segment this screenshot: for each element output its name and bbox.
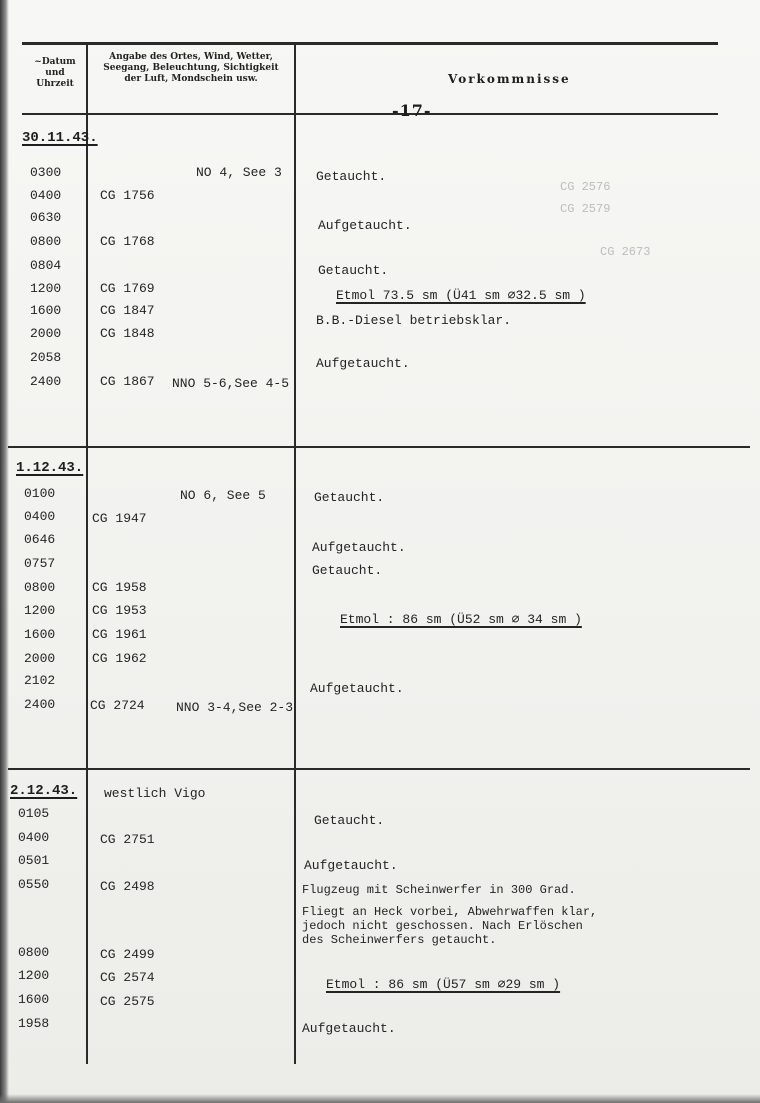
location: CG 1867: [100, 374, 155, 389]
weather: NO 4, See 3: [196, 165, 282, 180]
header-location-weather: Angabe des Ortes, Wind, Wetter, Seegang, Beleuchtung, Sichtigkeit der Luft, Mondschein usw.: [103, 52, 279, 84]
time: 1200: [24, 603, 56, 618]
location: CG 1769: [100, 281, 155, 296]
time: 0501: [18, 853, 50, 868]
header-events: Vorkommnisse: [448, 72, 571, 86]
time: 0400: [30, 188, 62, 203]
event: Aufgetaucht.: [312, 540, 406, 555]
location: CG 1958: [92, 580, 147, 595]
event: Getaucht.: [314, 813, 385, 828]
time: 2400: [24, 697, 56, 712]
location: CG 1848: [100, 326, 155, 341]
etmal-entry: Etmol : 86 sm (Ü52 sm ∅ 34 sm ): [340, 612, 582, 627]
top-rule: [22, 42, 718, 45]
section-date: 30.11.43.: [22, 130, 98, 146]
time: 0100: [24, 486, 56, 501]
event: Flugzeug mit Scheinwerfer in 300 Grad.: [302, 883, 576, 897]
event: Aufgetaucht.: [302, 1021, 396, 1036]
time: 0800: [30, 234, 62, 249]
column-divider-1: [86, 44, 88, 1064]
time: 2058: [30, 350, 62, 365]
weather: NNO 3-4,See 2-3: [176, 700, 294, 715]
location: CG 1756: [100, 188, 155, 203]
location: CG 2724: [90, 698, 145, 713]
column-divider-2: [294, 44, 296, 1064]
event: Aufgetaucht.: [316, 356, 410, 371]
section-date: 1.12.43.: [16, 460, 84, 476]
event: Getaucht.: [318, 263, 389, 278]
time: 1600: [24, 627, 56, 642]
weather: NNO 5-6,See 4-5: [172, 376, 290, 391]
location: CG 2499: [100, 947, 155, 962]
section-date: 2.12.43.: [10, 783, 78, 799]
location: CG 2498: [100, 879, 155, 894]
time: 1200: [18, 968, 50, 983]
bleed-text: CG 2576: [560, 180, 611, 194]
time: 0400: [24, 509, 56, 524]
time: 0757: [24, 556, 56, 571]
time: 0105: [18, 806, 50, 821]
page-edge-shadow: [0, 0, 9, 1103]
time: 0800: [18, 945, 50, 960]
time: 1958: [18, 1016, 50, 1031]
section-rule-1: [8, 446, 750, 448]
time: 0646: [24, 532, 56, 547]
time: 1600: [18, 992, 50, 1007]
event: Aufgetaucht.: [304, 858, 398, 873]
page-bottom-shadow: [0, 1094, 760, 1103]
time: 2000: [24, 651, 56, 666]
header-date-time: ~Datum und Uhrzeit: [34, 57, 76, 89]
weather: NO 6, See 5: [180, 488, 266, 503]
event-continued: des Scheinwerfers getaucht.: [302, 933, 497, 947]
location: CG 2751: [100, 832, 155, 847]
time: 2102: [24, 673, 56, 688]
location: CG 2574: [100, 970, 155, 985]
location: CG 2575: [100, 994, 155, 1009]
location-description: westlich Vigo: [104, 786, 206, 801]
header-rule: [22, 113, 718, 115]
etmal-entry: Etmol : 86 sm (Ü57 sm ∅29 sm ): [326, 977, 561, 992]
time: 2400: [30, 374, 62, 389]
location: CG 1961: [92, 627, 147, 642]
bleed-text: CG 2579: [560, 202, 611, 216]
location: CG 1768: [100, 234, 155, 249]
event-continued: Fliegt an Heck vorbei, Abwehrwaffen klar,: [302, 905, 598, 919]
event: Getaucht.: [316, 169, 387, 184]
location: CG 1953: [92, 603, 147, 618]
time: 0400: [18, 830, 50, 845]
time: 1200: [30, 281, 62, 296]
time: 0550: [18, 877, 50, 892]
location: CG 1847: [100, 303, 155, 318]
time: 2000: [30, 326, 62, 341]
time: 0800: [24, 580, 56, 595]
event: Aufgetaucht.: [310, 681, 404, 696]
page-number: -17-: [392, 101, 432, 120]
bleed-text: CG 2673: [600, 245, 651, 259]
time: 0630: [30, 210, 62, 225]
event: Aufgetaucht.: [318, 218, 412, 233]
event-continued: jedoch nicht geschossen. Nach Erlöschen: [302, 919, 583, 933]
event: B.B.-Diesel betriebsklar.: [316, 313, 512, 328]
event: Getaucht.: [312, 563, 383, 578]
time: 0804: [30, 258, 62, 273]
etmal-entry: Etmol 73.5 sm (Ü41 sm ∅32.5 sm ): [336, 288, 586, 303]
location: CG 1947: [92, 511, 147, 526]
time: 0300: [30, 165, 62, 180]
time: 1600: [30, 303, 62, 318]
location: CG 1962: [92, 651, 147, 666]
section-rule-2: [8, 768, 750, 770]
event: Getaucht.: [314, 490, 385, 505]
